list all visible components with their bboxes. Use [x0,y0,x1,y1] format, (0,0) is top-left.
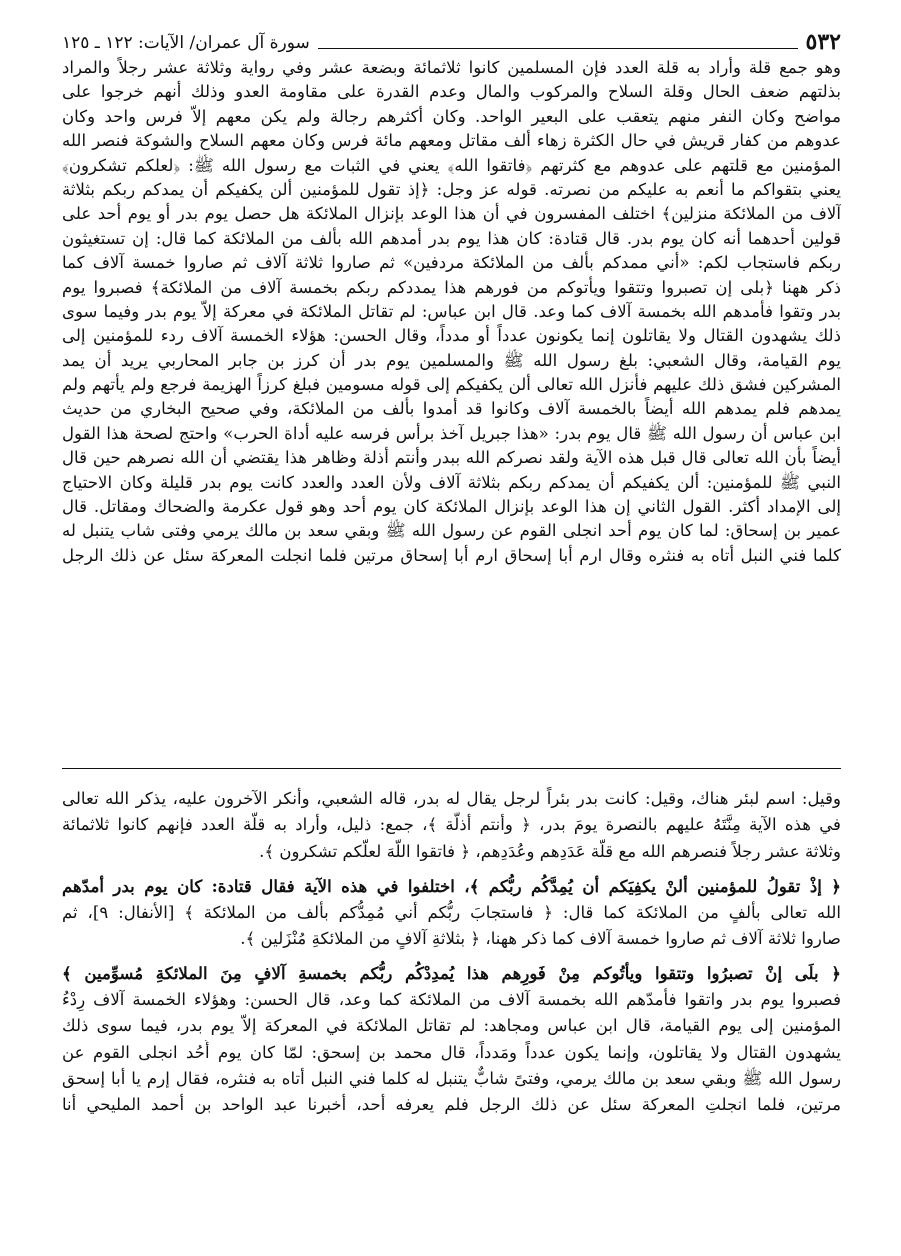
text-line: في هذه الآية مِنَّتَهُ عليهم بالنصرة يومَ بدر، ﴿ وأنتم أذلّة ﴾، جمع: ذليل، وأراد به قلّة العدد فإنهم كانوا ثلاثمائة [62,815,841,835]
text-line: وثلاثة عشر رجلاً فنصرهم الله مع قلّة عَدَدِهم وعُدَدِهم، ﴿ فاتقوا اللّهَ لعلّكم تشكرون ﴾. [259,841,841,861]
text-line: بدر وتقوا فأمدهم الله بخمسة آلاف كما وعد. قال ابن عباس: لم تقاتل الملائكة في معركة إلاّ يوم بدر وفيما سوى [62,301,841,321]
page-header [62,26,841,54]
text-line: مواضح وكان النفر منهم يتعقب على البعير الواحد. وكان أكثرهم رجالة ولم يكن معهم إلاّ فرس واحد وكان [62,106,841,126]
text-line: رسول الله ﷺ وبقي سعد بن مالك يرمي، وفتىً شابٌّ يتنبل له كلما فني النبل أتاه به فنثره، فقال إرم يا أبا إسحق [62,1068,841,1088]
text-line: بذلتهم ضعف الحال وقلة السلاح والمركوب والمال وعدم القدرة على مقاومة العدو وذلك أنهم خرجوا على [62,82,841,102]
text-line: صاروا ثلاثة آلاف ثم صاروا خمسة آلاف كما ذكر ههنا، ﴿ بثلاثةِ آلافٍ من الملائكةِ مُنْزَلين ﴾. [240,928,841,948]
main-tafsir-text [62,56,841,760]
text-line: كلما فني النبل أتاه به فنثره وقال ارم أبا إسحاق ارم أبا إسحاق مرتين فلما انجلت المعركة سئل عن ذلك الرجل [62,545,841,565]
commentary-paragraph [62,960,841,1118]
text-line: عدوهم من كفار قريش في حال الكثرة زهاء ألف مقاتل ومعهم مائة فرس وكان معهم السلاح والشوكة فنصر الله [62,131,841,151]
page-number: ٥٣٢ [805,29,841,55]
text-line: آلاف من الملائكة منزلين﴾ اختلف المفسرون في أن هذا الوعد بإنزال الملائكة هل حصل يوم بدر أو يوم أحد على [62,204,841,224]
commentary-paragraph [62,873,841,952]
running-title: سورة آل عمران/ الآيات: ١٢٢ ـ ١٢٥ [62,33,310,53]
commentary-paragraph [62,786,841,865]
text-line: ابن عباس أن رسول الله ﷺ قال يوم بدر: «هذا جبريل آخذ برأس فرسه عليه أداة الحرب» واحتج لصحة هذا القول [62,423,841,443]
verse-line: ﴿ إذْ تقولُ للمؤمنين ألنْ يكفِيَكم أن يُمِدَّكُم ربُّكم ﴾، اختلفوا في هذه الآية فقال قتادة: كان يوم بدر أمدّهم [62,876,841,897]
header-rule [318,48,798,49]
text-line: الله تعالى بألفٍ من الملائكة كما قال: ﴿ فاستجابَ ربُّكم أني مُمِدُّكم بألف من الملائكة ﴾ [الأنفال: ٩]، ثم [62,902,841,922]
text-line: عمير بن إسحاق: لما كان يوم أحد انجلى القوم عن رسول الله ﷺ وبقي سعد بن مالك يرمي وفتى شاب يتنبل له [62,521,841,541]
text-line: ربكم فاستجاب لكم: «أني ممدكم بألف من الملائكة مردفين» ثم صاروا ثلاثة آلاف ثم صاروا خمسة آلاف كما [62,253,841,273]
text-line: يوم القيامة، وقال الشعبي: بلغ رسول الله ﷺ والمسلمين يوم بدر أن كرز بن جابر المحاربي يريد أن يمد [62,350,841,370]
text-line: يمدهم فلم يمدهم الله أيضاً بالخمسة آلاف وكانوا قد أمدوا بألف من الملائكة، وفي صحيح البخاري من حديث [62,399,841,419]
text-line: إلى الإمداد أكثر. القول الثاني إن هذا الوعد بإنزال الملائكة كان يوم أحد وهو قول عكرمة والضحاك ومقاتل. قال [62,497,841,517]
commentary-section [62,786,841,1238]
text-line: ذلك يشهدون القتال ولا يقاتلون إنما يكونون عدداً أو مدداً، وقال الحسن: هؤلاء الخمسة آلاف ردء للمؤمنين إلى [62,326,841,346]
text-line: مرتين، فلما انجلتِ المعركة سئل عن ذلك الرجل فلم يعرفه أحد، أخبرنا عبد الواحد بن أحمد المليحي أنا [62,1095,841,1115]
text-line: النبي ﷺ للمؤمنين: ألن يكفيكم أن يمدكم ربكم بثلاثة آلاف ولأن العدد والعدد كانت يوم بدر قليلة وكان الاحتياج [62,472,841,492]
text-line: ذكر ههنا ﴿بلى إن تصبروا وتتقوا ويأتوكم من فورهم هذا يمددكم ربكم بخمسة آلاف من الملائكة﴾ فصبروا يوم [62,277,841,297]
text-line: المؤمنين مع قلتهم على عدوهم مع كثرتهم ﴿فاتقوا الله﴾ يعني في الثبات مع رسول الله ﷺ: ﴿لعلكم تشكرون﴾ [62,155,841,175]
text-line: وقيل: اسم لبئر هناك، وقيل: كانت بدر بئراً لرجل يقال له بدر، قاله الشعبي، وأنكر الآخرون عليه، يذكر الله تعالى [62,789,841,808]
verse-line: ﴿ بلَى إنْ تصبرُوا وتتقوا ويأتُوكم مِنْ فَورِهم هذا يُمدِدْكُم ربُّكم بخمسةِ آلافٍ مِنَ الملائكةِ مُسوِّمين ﴾ [62,963,841,984]
text-line: أيضاً بأن الله تعالى قال قبل هذه الآية ولقد نصركم الله ببدر وأنتم أذلة وظاهر هذا يقتضي أن الله نصرهم حين قال [62,448,841,468]
text-line: المؤمنين إلى يوم القيامة، قال ابن عباس ومجاهد: لم تقاتل الملائكة في المعركة إلاّ يوم بدر، فيما سوى ذلك [62,1016,841,1036]
text-line: يعني بتقواكم ما أنعم به عليكم من نصرته. قوله عز وجل: ﴿إذ تقول للمؤمنين ألن يكفيكم أن يمدكم ربكم بثلاثة [62,179,841,199]
text-line: وهو جمع قلة وأراد به قلة العدد فإن المسلمين كانوا ثلاثمائة وبضعة عشر وفي رواية وثلاثة عشر رجلاً والمراد [62,58,841,77]
section-divider [62,768,841,769]
text-line: المشركين فشق ذلك عليهم فأنزل الله تعالى ألن يكفيكم إلى قوله مسومين فبلغ كرزاً الهزيمة فرجع ولم يأتهم ولم [62,375,841,395]
text-line: قولين أحدهما أنه كان يوم بدر. قال قتادة: كان هذا يوم بدر أمدهم الله بألف من الملائكة كما قال: إن تستغيثون [62,228,841,248]
text-line: فصبروا يوم بدر واتقوا فأمدّهم الله بخمسة آلاف من الملائكة كما وعد، قال الحسن: وهؤلاء الخمسة آلاف رِدْءُ [62,989,841,1009]
text-line: يشهدون القتال ولا يقاتلون، وإنما يكون عدداً ومَدداً، قال محمد بن إسحق: لمّا كان يوم أُحُد انجلى القوم عن [62,1042,841,1062]
